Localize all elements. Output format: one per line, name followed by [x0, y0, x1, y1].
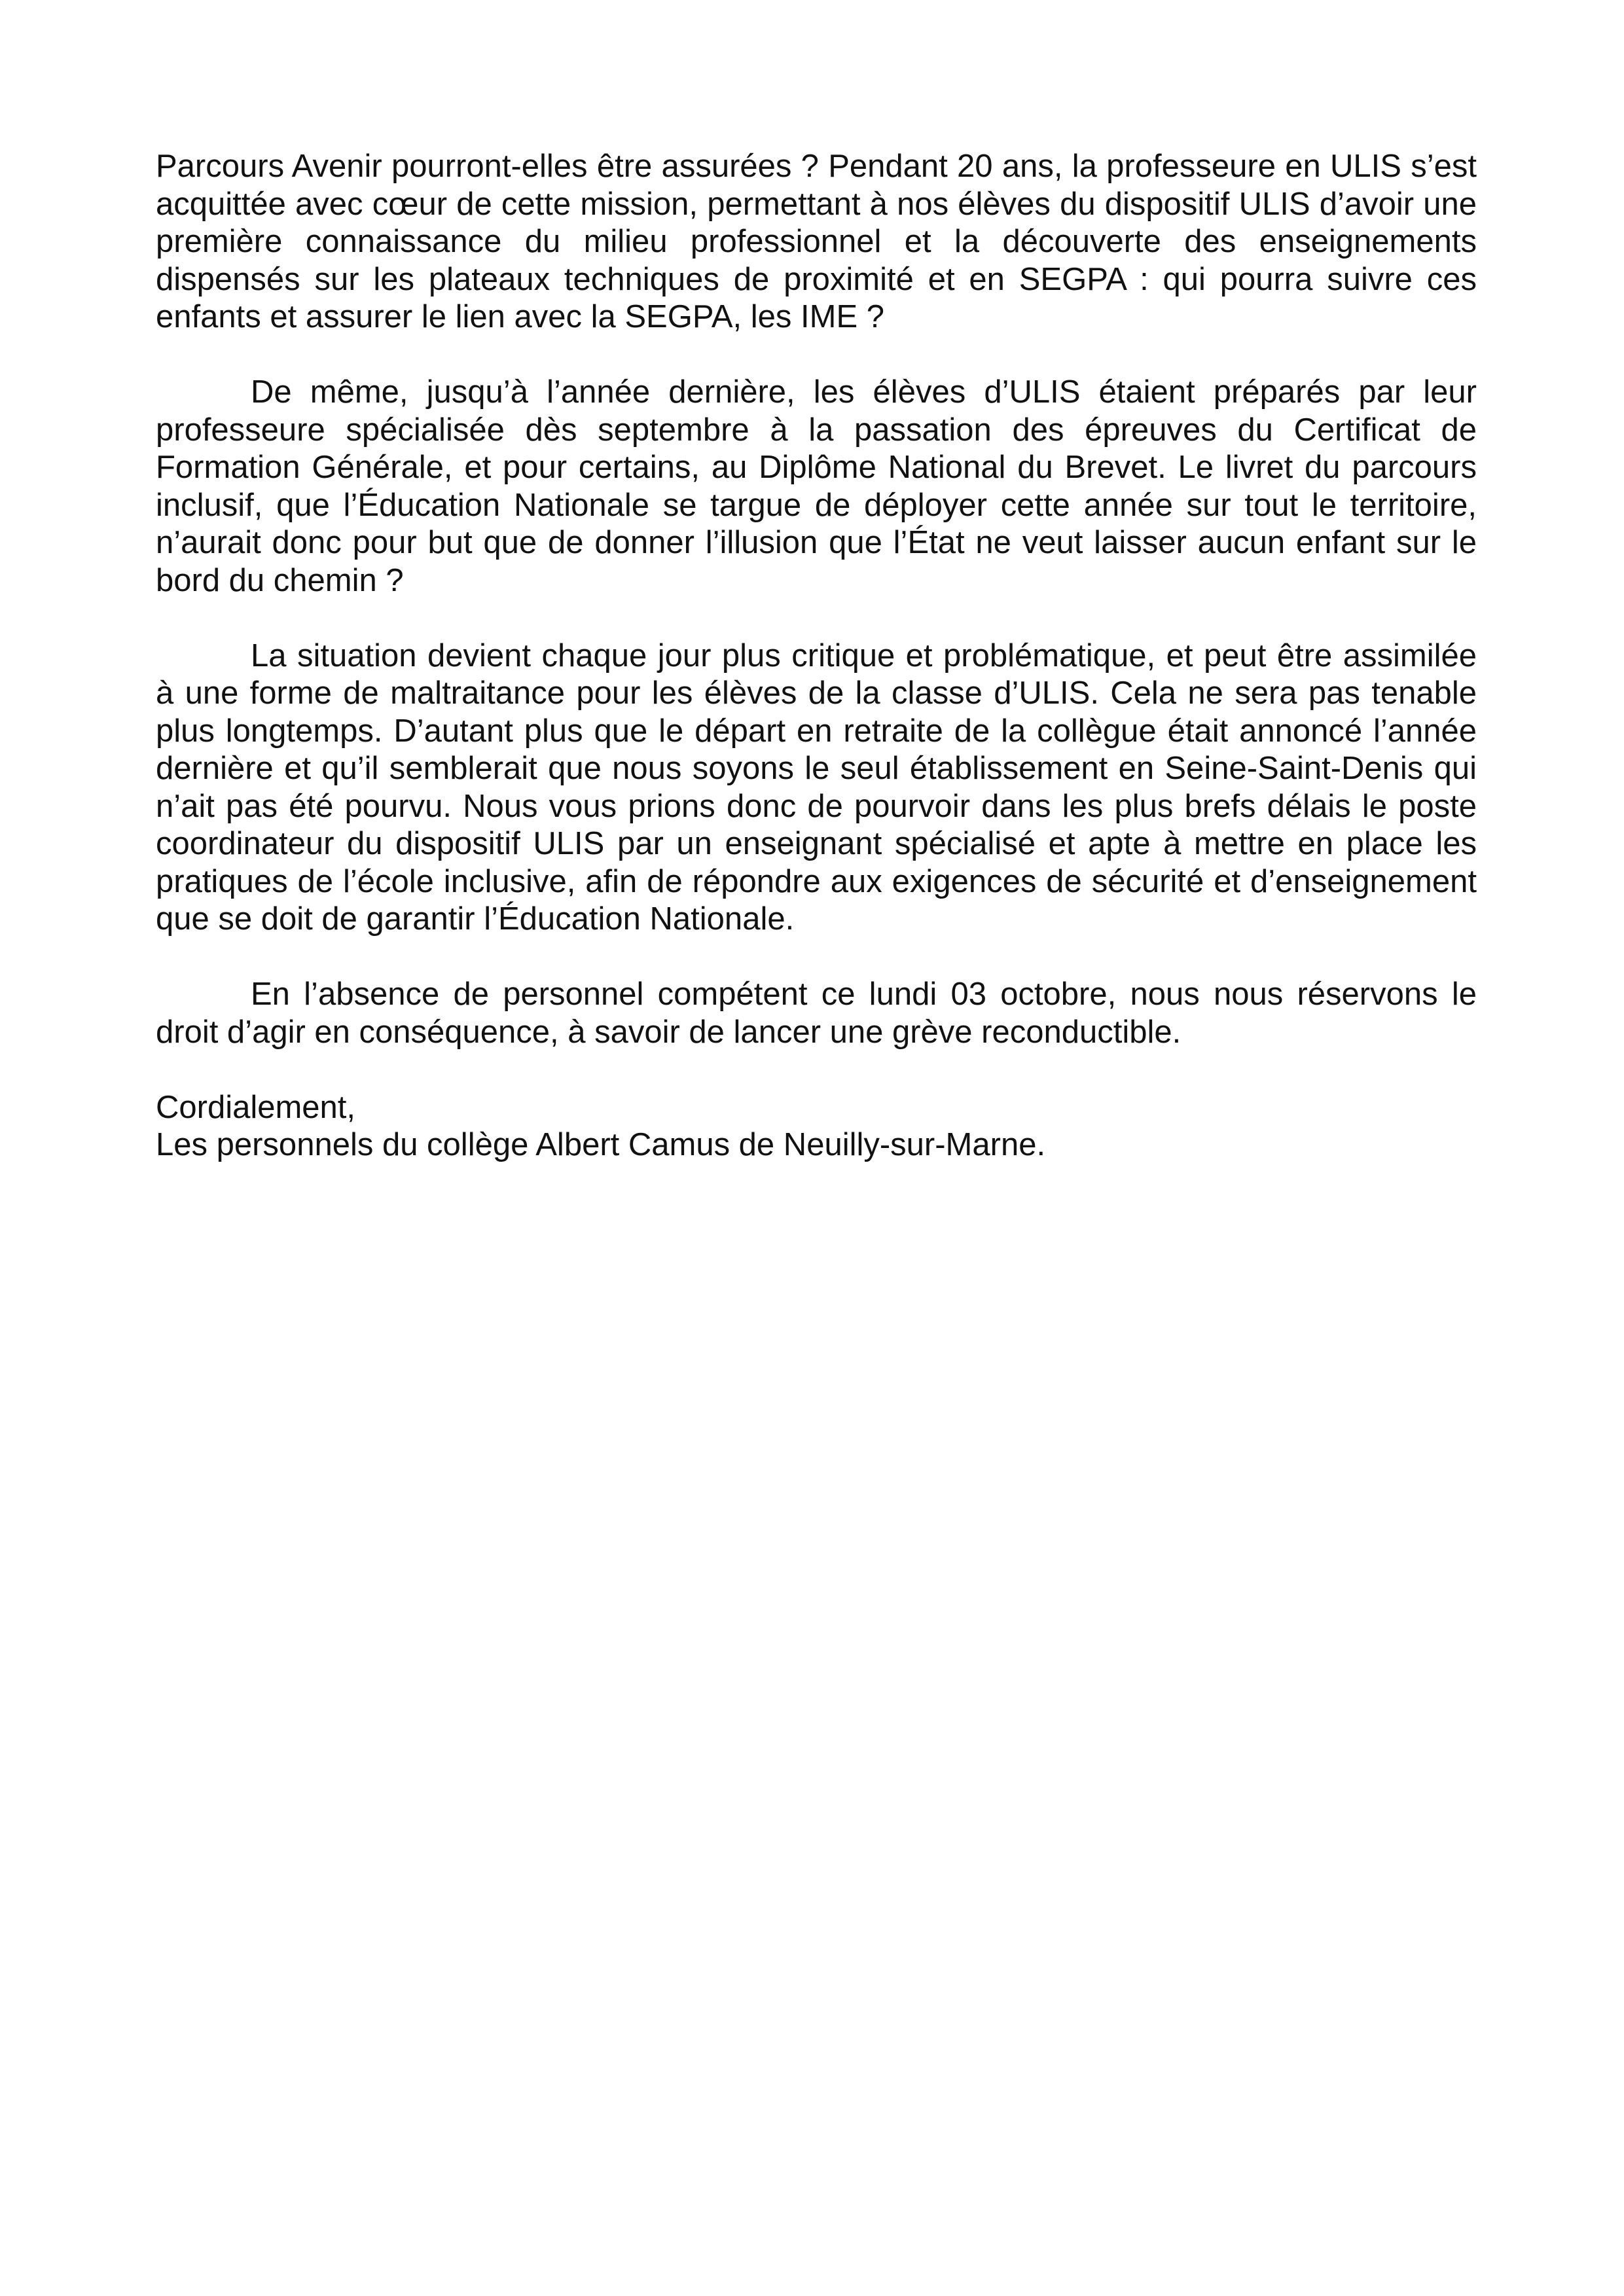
closing-text: Cordialement,: [156, 1089, 356, 1125]
paragraph-continuation: Parcours Avenir pourront-elles être assurées ? Pendant 20 ans, la professeure en ULIS s’est acquittée avec cœur de cette mission, permettant à nos élèves du dispositif ULIS d’avoir une première connaissance du milieu professionnel et la découverte des enseignements dispensés sur les plateaux techniques de proximité et en SEGPA : qui pourra suivre ces enfants et assurer le lien avec la SEGPA, les IME ?: [156, 149, 1477, 334]
signature-block: [156, 1089, 1477, 1164]
signature-text: Les personnels du collège Albert Camus de Neuilly-sur-Marne.: [156, 1127, 1046, 1162]
paragraph-situation: La situation devient chaque jour plus critique et problématique, et peut être assimilée à une forme de maltraitance pour les élèves de la classe d’ULIS. Cela ne sera pas tenable plus longtemps. D’autant plus que le départ en retraite de la collègue était annoncé l’année dernière et qu’il semblerait que nous soyons le seul établissement en Seine-Saint-Denis qui n’ait pas été pourvu. Nous vous prions donc de pourvoir dans les plus brefs délais le poste coordinateur du dispositif ULIS par un enseignant spécialisé et apte à mettre en place les pratiques de l’école inclusive, afin de répondre aux exigences de sécurité et d’enseignement que se doit de garantir l’Éducation Nationale.: [156, 637, 1477, 937]
paragraph-certificat: De même, jusqu’à l’année dernière, les élèves d’ULIS étaient préparés par leur professeure spécialisée dès septembre à la passation des épreuves du Certificat de Formation Générale, et pour certains, au Diplôme National du Brevet. Le livret du parcours inclusif, que l’Éducation Nationale se targue de déployer cette année sur tout le territoire, n’aurait donc pour but que de donner l’illusion que l’État ne veut laisser aucun enfant sur le bord du chemin ?: [156, 374, 1477, 598]
paragraph-greve: En l’absence de personnel compétent ce lundi 03 octobre, nous nous réservons le droit d’agir en conséquence, à savoir de lancer une grève reconductible.: [156, 977, 1477, 1050]
letter-body: [156, 148, 1477, 1164]
